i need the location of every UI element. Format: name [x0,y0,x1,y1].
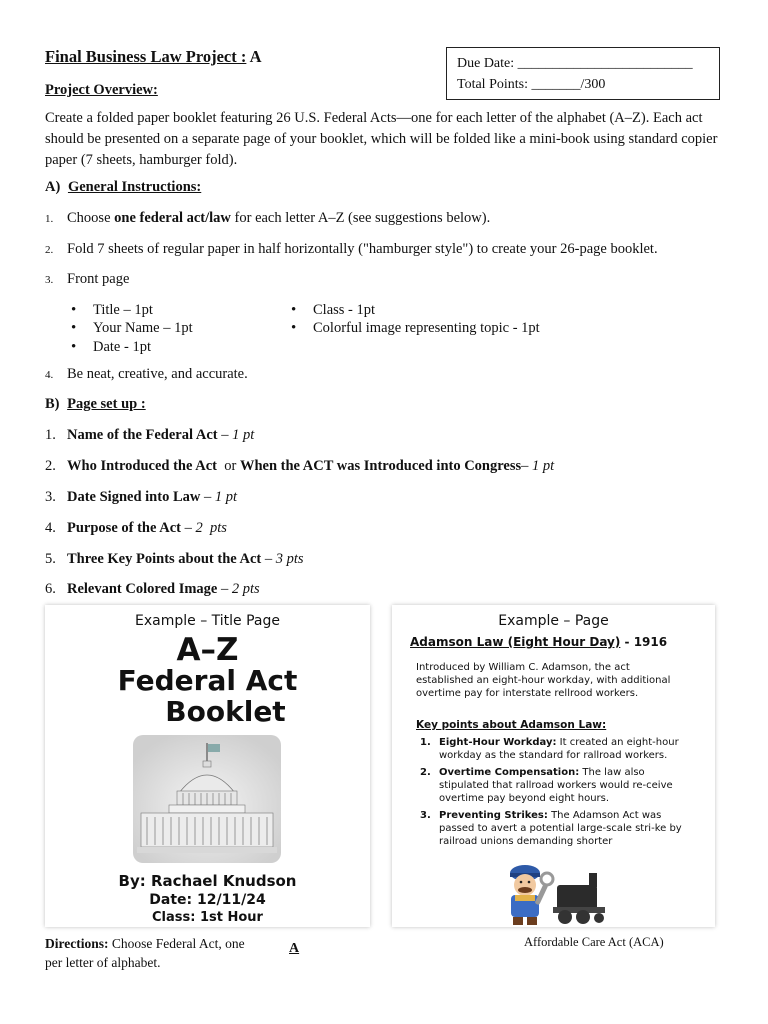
item-number: 6. [45,581,56,597]
example-law-year: - 1916 [620,635,668,649]
front-bullet-title: • Title – 1pt [93,302,153,319]
item-bold: Purpose of the Act [67,520,181,536]
total-points-line: Total Points: _______/300 [457,77,606,92]
front-bullet-class: • Class - 1pt [313,302,375,319]
item-number: 1. [45,213,54,225]
item-dash: – [200,489,215,505]
general-item-2 [45,241,658,258]
setup-item-3 [45,489,237,506]
title-text: Final Business Law Project : [45,47,247,66]
setup-heading-text: Page set up : [67,396,146,412]
item-text: Front page [67,271,130,287]
front-bullet-name: • Your Name – 1pt [93,320,193,337]
item-number: 4. [45,520,56,536]
item-bold-2: When the ACT was Introduced into Congress [239,458,522,474]
item-bold: Who Introduced the Act [67,458,217,474]
example-author: By: Rachael Knudson [118,872,297,890]
point-title: Eight-Hour Workday: [439,737,557,748]
item-dash: – [521,458,533,474]
item-points: 1 pt [532,458,555,474]
list-item [420,809,688,848]
example-class: Class: 1st Hour [152,910,263,925]
item-dash: – [217,581,232,597]
example-title-line-1: A–Z [176,632,239,668]
front-bullet-image: • Colorful image representing topic - 1pt [313,320,540,337]
item-bold: Relevant Colored Image [67,581,218,597]
item-points: 1 pt [232,427,255,443]
directions-label: Directions: [45,936,109,951]
capitol-building-image [133,735,281,863]
item-number: 3. [45,489,56,505]
overview-text: Create a folded paper booklet featuring 26 U.S. Federal Acts—one for each letter of the alphabet (A–Z). Each act should be presented on a separate page of your booklet, which will be folded like a mini-book using standard copier paper (7 sheets, hamburger fold). [45,110,718,168]
example-act-page [392,605,715,927]
list-item [420,736,688,762]
point-number: 2. [420,767,431,778]
directions-text: Choose Federal Act, one per letter of alphabet. [45,936,245,970]
setup-heading [45,396,146,413]
item-number: 2. [45,458,56,474]
point-number: 3. [420,810,431,821]
example-intro: Introduced by William C. Adamson, the act established an eight-hour workday, with additional overtime pay for interstate rellrood workers. [416,662,671,699]
general-item-1 [45,210,490,227]
item-mid: or [216,458,240,474]
setup-letter: B) [45,396,60,412]
general-item-3 [45,271,129,288]
front-bullet-date: • Date - 1pt [93,339,151,356]
item-text-post: for each letter A–Z (see suggestions below). [230,210,491,226]
page-title [45,47,262,67]
item-points: 3 pts [275,551,304,567]
example-key-heading: Key points about Adamson Law: [416,719,607,731]
item-points: 2 pts [195,520,227,536]
item-bold: Name of the Federal Act [67,427,218,443]
item-number: 5. [45,551,56,567]
point-text: The law also stipulated that rallroad workers would re-ceive overtime pay beyond eight hours. [439,767,673,804]
item-bold: Three Key Points about the Act [67,551,262,567]
setup-item-5 [45,551,304,568]
item-dash: – [261,551,276,567]
setup-item-2 [45,458,554,475]
railroad-worker-image [497,861,617,927]
setup-item-4 [45,520,227,537]
alphabet-letter: A [289,941,300,956]
example-page-heading: Example – Page [498,613,609,629]
general-letter: A) [45,179,61,195]
example-law-name: Adamson Law (Eight Hour Day) [410,635,621,649]
example-title-heading: Example – Title Page [135,613,280,629]
point-title: Preventing Strikes: [439,810,548,821]
point-title: Overtime Compensation: [439,767,580,778]
due-date-line: Due Date: _________________________ [457,56,693,71]
item-number: 1. [45,427,56,443]
setup-item-6 [45,581,260,598]
item-points: 1 pt [214,489,237,505]
item-dash: – [217,427,233,443]
setup-item-1 [45,427,254,444]
item-bold: Date Signed into Law [67,489,201,505]
example-key-points [420,736,688,852]
selected-act: Affordable Care Act (ACA) [524,935,664,949]
item-number: 2. [45,244,54,256]
point-number: 1. [420,737,431,748]
point-text: The Adamson Act was passed to avert a potential large-scale stri-ke by railroad unions demanding shorter [439,810,682,847]
general-item-4 [45,366,248,383]
item-number: 3. [45,274,54,286]
item-text: Fold 7 sheets of regular paper in half horizontally ("hamburger style") to create your 26-page booklet. [67,241,658,257]
example-date: Date: 12/11/24 [149,892,266,908]
general-heading-text: General Instructions: [67,179,202,195]
example-title-line-2: Federal Act [117,664,298,697]
list-item [420,766,688,805]
item-text-bold: one federal act/law [114,210,231,226]
general-heading [45,179,201,196]
example-title-page [45,605,370,927]
due-date-box [446,47,720,100]
item-points: 2 pts [231,581,260,597]
title-letter: A [249,47,262,66]
item-text-pre: Choose [67,210,115,226]
item-dash: – [180,520,196,536]
example-title-line-3: Booklet [165,695,286,728]
point-text: It created an eight-hour workday as the standard for rallroad workers. [439,737,679,761]
example-law-title [410,635,667,649]
item-text: Be neat, creative, and accurate. [67,366,248,382]
item-number: 4. [45,369,54,381]
directions [45,934,245,972]
overview-heading: Project Overview: [45,82,158,98]
